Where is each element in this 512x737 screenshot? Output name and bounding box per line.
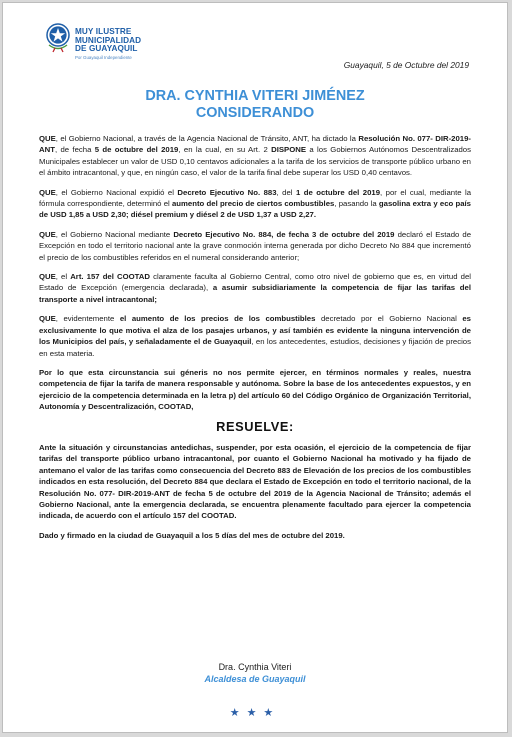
title-considerando: CONSIDERANDO bbox=[195, 105, 315, 121]
star-emblem-icon bbox=[45, 23, 71, 53]
considerando-paragraph-run: , del bbox=[276, 187, 296, 197]
considerando-paragraph-run: , evidentemente bbox=[55, 314, 120, 324]
signature-name: Dra. Cynthia Viteri bbox=[218, 662, 292, 672]
considerando-paragraph-run: DISPONE bbox=[271, 145, 307, 155]
considerando-paragraph-run: , pasando la bbox=[334, 199, 379, 209]
considerando-paragraph-run: , en la cual, en su Art. 2 bbox=[178, 145, 272, 155]
municipality-logo bbox=[45, 23, 141, 61]
resuelve-paragraph bbox=[39, 530, 471, 541]
considerando-paragraph-run: declaró el Estado de Excepción en todo el territorio nacional ante la grave conmoción interna generada por dicho Decreto No 884 que incrementó el precio de los combustibles referidos en el numeral considerando anterior; bbox=[39, 229, 472, 262]
considerando-paragraph-run: Art. 157 del COOTAD bbox=[70, 272, 150, 282]
considerando-paragraph-run: QUE bbox=[39, 134, 56, 143]
document-title bbox=[3, 88, 507, 122]
footer-stars-icon: ★★★ bbox=[229, 707, 281, 719]
considerando-paragraph-run: a los Gobiernos Autónomos Descentralizados Municipales establecer un valor de USD 0,10 centavos adicionales a la tarifa de los servicios de transporte público urbano en el ámbito intracantonal, y que, en ningún caso, el valor de la tarifa final debe superar los USD 0,40 centavos. bbox=[39, 145, 471, 178]
resuelve-paragraph bbox=[39, 442, 471, 522]
considerando-paragraph-run: 1 de octubre del 2019 bbox=[295, 187, 381, 197]
considerando-paragraph bbox=[39, 133, 471, 179]
document-page bbox=[2, 2, 508, 733]
considerando-paragraph bbox=[39, 313, 471, 359]
considerando-section bbox=[39, 133, 471, 549]
resuelve-list bbox=[39, 442, 471, 541]
considerando-paragraph bbox=[39, 271, 471, 305]
considerando-paragraph bbox=[39, 229, 471, 263]
resuelve-paragraph-run: Dado y firmado en la ciudad de Guayaquil a los 5 días del mes de octubre del 2019. bbox=[39, 530, 345, 540]
considerando-paragraph-run: claramente faculta al Gobierno Central, como otro nivel de gobierno que es, en virtud del Estado de Excepción (emergencia declarada), bbox=[39, 272, 471, 293]
considerando-paragraph-run: gasolina extra y eco país de USD 1,85 a USD 2,30; diésel premium y diésel 2 de USD 1,37 a USD 2,27. bbox=[39, 199, 471, 220]
considerando-paragraph-run: el aumento de los precios de los combustibles bbox=[119, 314, 316, 324]
considerando-paragraph-run: a asumir subsidiariamente la competencia de fijar las tarifas del transporte a nivel intracantonal; bbox=[39, 283, 471, 304]
considerando-paragraph bbox=[39, 367, 471, 413]
considerando-paragraph bbox=[39, 187, 471, 221]
dateline: Guayaquil, 5 de Octubre del 2019 bbox=[343, 60, 469, 70]
considerando-paragraph-run: Por lo que esta circunstancia sui géneris no nos permite ejercer, en términos normales y reales, nuestra competencia de fijar la tarifa de manera responsable y autónoma. Sobre la base de los antecedentes expuestos, y en ejercicio de la competencia determinada en la letra p) del artículo 60 del Código Orgánico de Organización Territorial, Autonomía y Descentralización, COOTAD, bbox=[39, 367, 471, 412]
signature-role: Alcaldesa de Guayaquil bbox=[204, 674, 306, 684]
considerando-paragraph-run: aumento del precio de ciertos combustibles bbox=[172, 199, 335, 209]
logo-line: MUNICIPALIDAD bbox=[75, 35, 142, 45]
logo-tagline: Por Guayaquil Independiente bbox=[75, 54, 132, 60]
considerando-paragraph-run: QUE bbox=[39, 272, 56, 282]
considerando-paragraph-run: , el Gobierno Nacional, a través de la Agencia Nacional de Tránsito, ANT, ha dictado la bbox=[55, 134, 359, 143]
resuelve-heading: RESUELVE: bbox=[216, 418, 294, 434]
considerando-paragraph-run: es exclusivamente lo que motiva el alza de los pasajes urbanos, y así también es evidente la ninguna intervención de los Municipios del país, y señaladamente el de Guayaquil bbox=[39, 314, 471, 347]
considerando-paragraph-run: decretado por el Gobierno Nacional bbox=[315, 314, 463, 324]
considerando-paragraph-run: , el bbox=[55, 272, 71, 282]
considerando-paragraph-run: Decreto Ejecutivo No. 884, de fecha 3 de octubre del 2019 bbox=[173, 229, 395, 239]
considerando-paragraph-run: , en los antecedentes, estudios, decisiones y fijación de precios en esta materia. bbox=[39, 337, 471, 358]
signature-block bbox=[3, 661, 507, 685]
considerando-paragraph-run: QUE bbox=[39, 314, 56, 324]
considerando-paragraph-run: QUE bbox=[39, 229, 56, 239]
considerando-paragraph-run: Decreto Ejecutivo No. 883 bbox=[177, 187, 277, 197]
considerando-paragraph-run: QUE bbox=[39, 187, 56, 197]
considerando-paragraph-run: 5 de octubre del 2019 bbox=[94, 145, 179, 155]
logo-line: DE GUAYAQUIL bbox=[75, 44, 138, 54]
considerando-paragraph-run: , por el cual, mediante la fórmula correspondiente, determinó el bbox=[39, 187, 472, 209]
resuelve-paragraph-run: Ante la situación y circunstancias antedichas, suspender, por esta ocasión, el ejercicio de la competencia de fijar tarifas del transporte público urbano intracantonal, por cuanto el Gobierno Nacional ha motivado y ha fijado de antemano el valor de las tarifas como consecuencia del Decreto 883 de Elevación de los precios de los combustibles indicados en esta resolución, del Decreto 884 que declara el Estado de Excepción en todo el territorio nacional, de la Resolución No. 077- DIR-2019-ANT de fecha 5 de octubre del 2019 de la Agencia Nacional de Tránsito; además el Gobierno Nacional, ante la emergencia declarada, se encuentra plenamente facultado para ejercer la competencia indicada, de acuerdo con el artículo 157 del COOTAD. bbox=[39, 442, 471, 521]
considerando-list bbox=[39, 133, 471, 413]
logo-line: MUY ILUSTRE bbox=[75, 27, 132, 36]
considerando-paragraph-run: , de fecha bbox=[54, 145, 95, 155]
considerando-paragraph-run: Resolución No. 077- DIR-2019-ANT bbox=[39, 134, 471, 155]
considerando-paragraph-run: , el Gobierno Nacional mediante bbox=[55, 229, 174, 239]
title-name: DRA. CYNTHIA VITERI JIMÉNEZ bbox=[145, 88, 365, 104]
considerando-paragraph-run: , el Gobierno Nacional expidió el bbox=[55, 187, 178, 197]
